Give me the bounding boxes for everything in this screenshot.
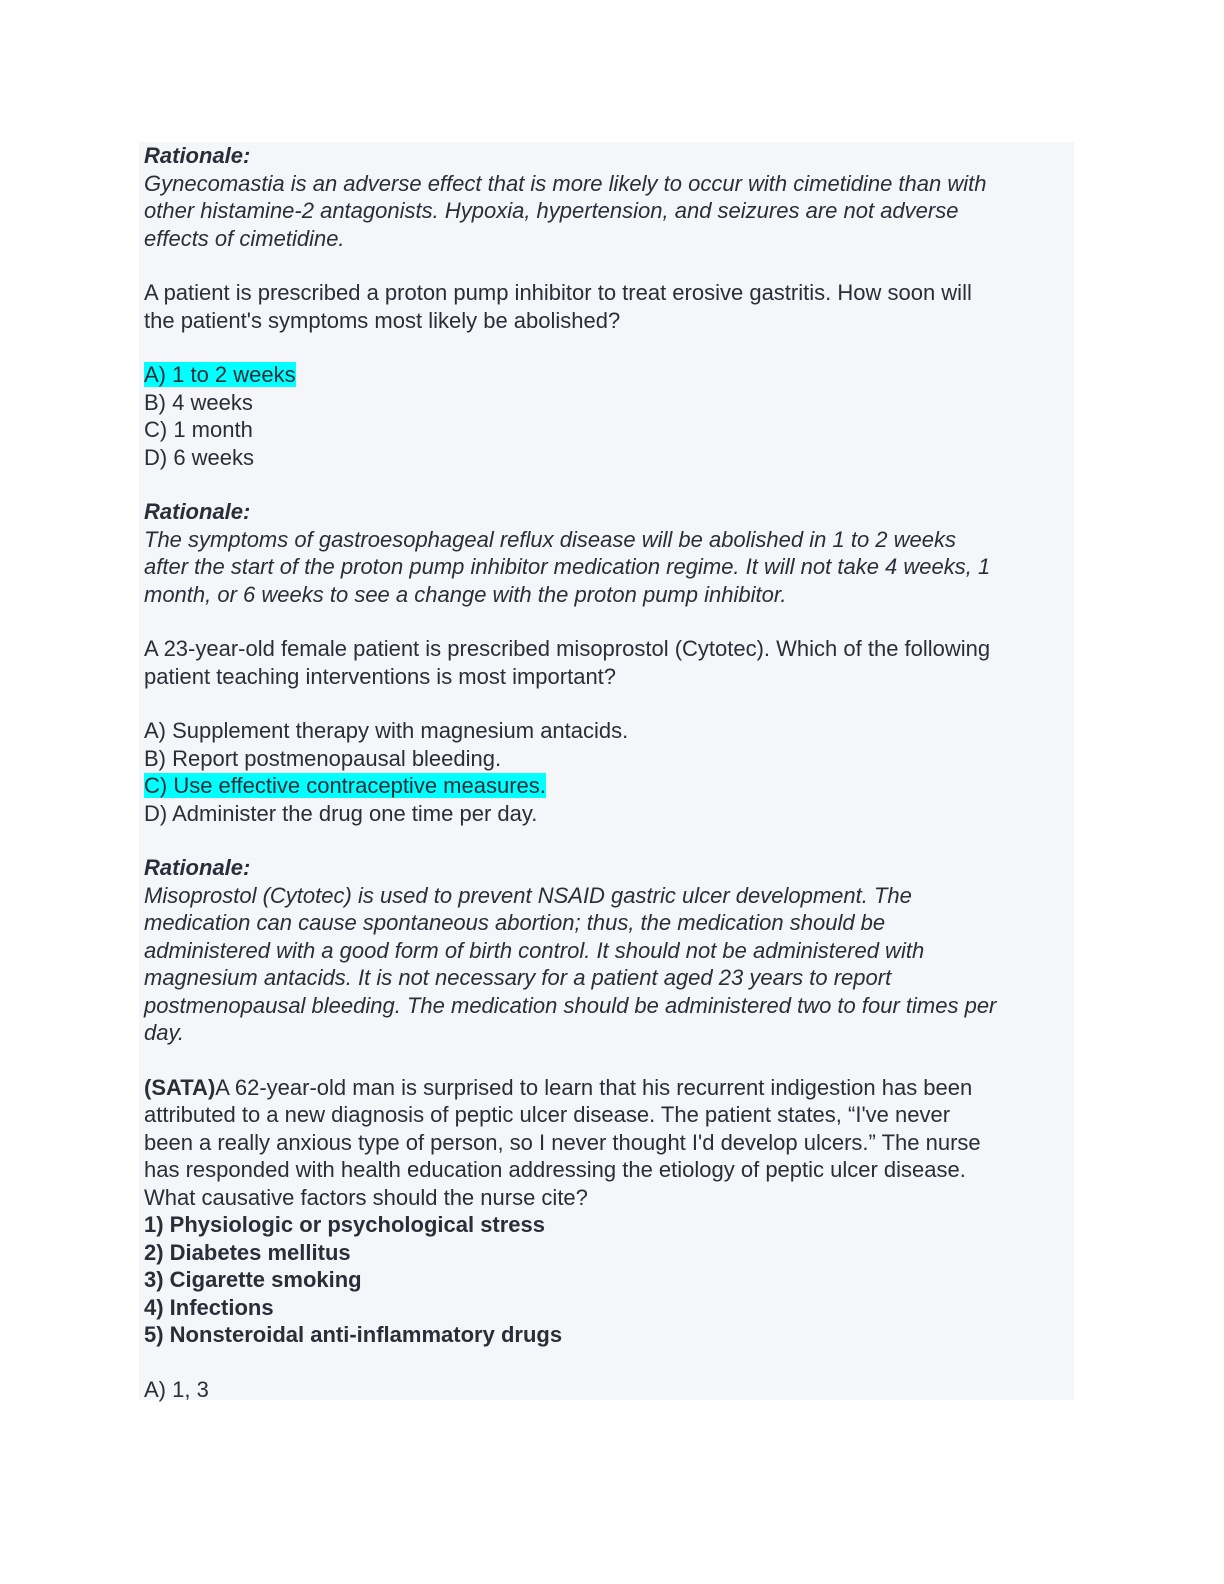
question-stem-line: has responded with health education addressing the etiology of peptic ulcer disease. (144, 1157, 966, 1182)
question-stem-line: patient teaching interventions is most important? (144, 663, 617, 689)
question-stem-line (144, 1074, 1072, 1102)
causative-factor: 1) Physiologic or psychological stress (144, 1212, 546, 1237)
answer-option-correct: C) Use effective contraceptive measures. (144, 773, 546, 798)
rationale-line: after the start of the proton pump inhibitor medication regime. It will not take 4 weeks, 1 (144, 554, 991, 579)
document-text (144, 142, 1072, 1403)
causative-factor: 5) Nonsteroidal anti-inflammatory drugs (144, 1322, 563, 1347)
question-stem-line: A patient is prescribed a proton pump inhibitor to treat erosive gastritis. How soon will (144, 280, 972, 305)
answer-option: D) 6 weeks (144, 444, 255, 470)
question-stem-line: A 23-year-old female patient is prescribed misoprostol (Cytotec). Which of the following (144, 636, 991, 661)
question-stem-line: the patient's symptoms most likely be abolished? (144, 307, 621, 333)
question-stem-line: attributed to a new diagnosis of peptic ulcer disease. The patient states, “I've never (144, 1102, 951, 1127)
rationale-line: administered with a good form of birth control. It should not be administered with (144, 937, 925, 963)
causative-factor: 3) Cigarette smoking (144, 1267, 362, 1292)
answer-option: A) 1, 3 (144, 1376, 209, 1402)
question-stem-line: What causative factors should the nurse cite? (144, 1184, 588, 1210)
answer-option-correct: A) 1 to 2 weeks (144, 362, 296, 387)
answer-option: B) Report postmenopausal bleeding. (144, 745, 502, 771)
rationale-line: Misoprostol (Cytotec) is used to prevent NSAID gastric ulcer development. The (144, 882, 912, 908)
rationale-heading: Rationale: (144, 143, 251, 168)
sata-label: (SATA) (144, 1074, 216, 1100)
rationale-line: medication can cause spontaneous abortion; thus, the medication should be (144, 910, 886, 935)
question-stem-line: been a really anxious type of person, so I never thought I'd develop ulcers.” The nurse (144, 1129, 981, 1155)
rationale-line: magnesium antacids. It is not necessary for a patient aged 23 years to report (144, 965, 892, 990)
rationale-line: postmenopausal bleeding. The medication should be administered two to four times per (144, 992, 997, 1018)
answer-option: D) Administer the drug one time per day. (144, 800, 538, 826)
rationale-line: other histamine-2 antagonists. Hypoxia, hypertension, and seizures are not adverse (144, 198, 959, 223)
rationale-line: Gynecomastia is an adverse effect that is more likely to occur with cimetidine than with (144, 170, 987, 196)
rationale-heading: Rationale: (144, 499, 251, 524)
causative-factor: 2) Diabetes mellitus (144, 1239, 351, 1265)
causative-factor: 4) Infections (144, 1294, 274, 1320)
rationale-line: month, or 6 weeks to see a change with the proton pump inhibitor. (144, 581, 787, 607)
rationale-heading: Rationale: (144, 855, 251, 880)
answer-option: B) 4 weeks (144, 389, 253, 415)
rationale-line: day. (144, 1020, 184, 1045)
answer-option: A) Supplement therapy with magnesium antacids. (144, 718, 629, 743)
rationale-line: The symptoms of gastroesophageal reflux disease will be abolished in 1 to 2 weeks (144, 526, 957, 552)
answer-option: C) 1 month (144, 417, 253, 442)
question-stem-first-line: A 62-year-old man is surprised to learn that his recurrent indigestion has been (215, 1074, 973, 1100)
rationale-line: effects of cimetidine. (144, 225, 345, 251)
